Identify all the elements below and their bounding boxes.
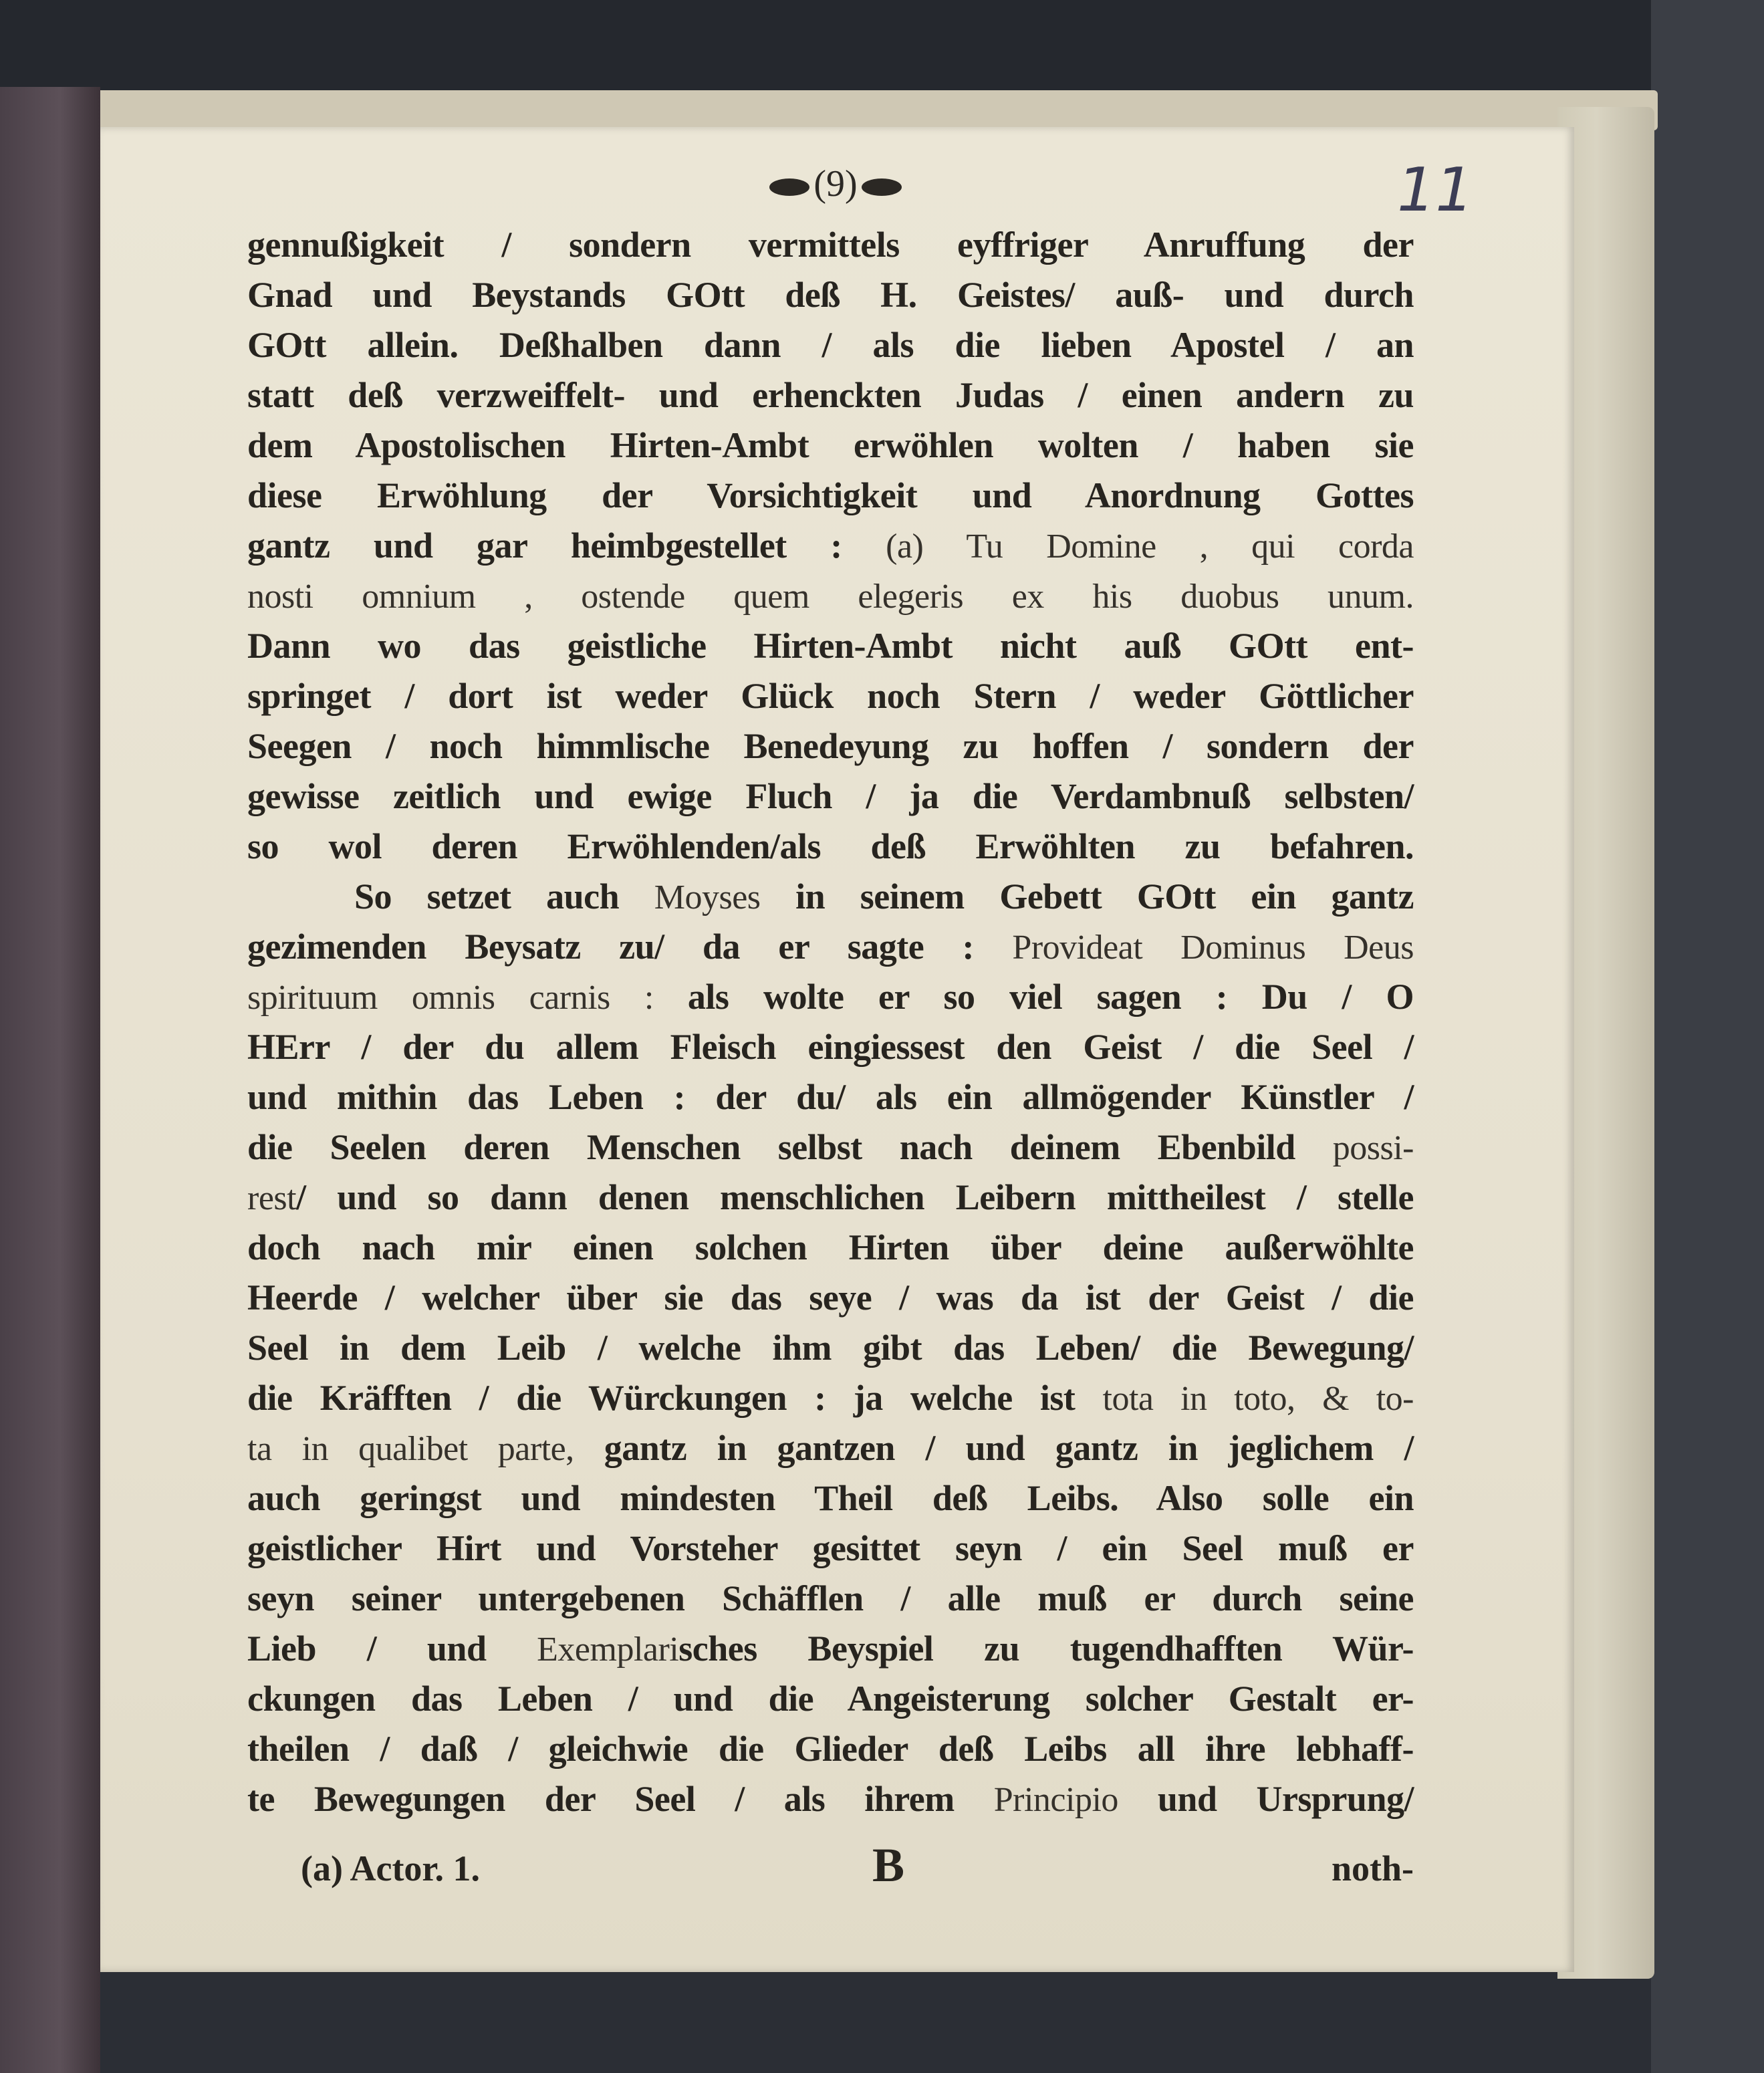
text-line	[247, 1624, 1414, 1674]
signature-mark: B	[872, 1838, 905, 1892]
text-line	[247, 1173, 1414, 1223]
fraktur-text: seyn seiner untergebenen Schäfflen / alle muß er durch seine	[247, 1578, 1414, 1618]
latin-text: Moyses	[654, 878, 761, 917]
page-body-text	[247, 220, 1414, 1824]
latin-text: rest	[247, 1179, 297, 1217]
page-footer	[247, 1838, 1414, 1899]
fraktur-text: geistlicher Hirt und Vorsteher gesittet seyn / ein Seel muß er	[247, 1528, 1414, 1568]
fraktur-text: gezimenden Beysatz zu/ da er sagte :	[247, 927, 1013, 967]
book-cover-left	[0, 87, 100, 2073]
fraktur-text: diese Erwöhlung der Vorsichtigkeit und Anordnung Gottes	[247, 475, 1414, 515]
handwritten-folio-number: 11	[1397, 155, 1474, 225]
text-line	[247, 1122, 1414, 1173]
text-line	[247, 1674, 1414, 1724]
text-line	[247, 1273, 1414, 1323]
fraktur-text: die Kräfften / die Würckungen : ja welche ist	[247, 1378, 1103, 1418]
text-line	[247, 1022, 1414, 1072]
fraktur-text: gantz in gantzen / und gantz in jeglichem /	[604, 1428, 1414, 1468]
latin-text: possi-	[1332, 1129, 1414, 1167]
text-line	[247, 1323, 1414, 1373]
text-line	[247, 1574, 1414, 1624]
fraktur-text: die Seelen deren Menschen selbst nach deinem Ebenbild	[247, 1127, 1333, 1167]
text-line	[247, 471, 1414, 521]
text-line	[247, 521, 1414, 571]
text-line	[247, 270, 1414, 320]
catchword: noth-	[1331, 1848, 1414, 1888]
fraktur-text: So setzet auch	[354, 876, 654, 917]
latin-text: nosti omnium , ostende quem elegeris ex his duobus unum.	[247, 578, 1414, 616]
fraktur-text: gewisse zeitlich und ewige Fluch / ja die Verdambnuß selbsten/	[247, 776, 1414, 816]
text-line	[247, 1523, 1414, 1574]
text-line	[247, 872, 1414, 922]
ornament-right-icon	[862, 178, 902, 196]
text-line	[247, 972, 1414, 1022]
fraktur-text: Seel in dem Leib / welche ihm gibt das Leben/ die Bewegung/	[247, 1328, 1414, 1368]
fraktur-text: Gnad und Beystands GOtt deß H. Geistes/ auß- und durch	[247, 275, 1414, 315]
text-line	[247, 1373, 1414, 1423]
text-line	[247, 1072, 1414, 1122]
fraktur-text: sches Beyspiel zu tugendhafften Wür-	[678, 1628, 1414, 1669]
fraktur-text: als wolte er so viel sagen : Du / O	[687, 977, 1414, 1017]
text-line	[247, 671, 1414, 721]
latin-text: Provideat Dominus Deus	[1012, 929, 1414, 967]
fraktur-text: Lieb / und	[247, 1628, 537, 1669]
text-line	[247, 621, 1414, 671]
text-line	[247, 571, 1414, 621]
text-line	[247, 1724, 1414, 1774]
fraktur-text: in seinem Gebett GOtt ein gantz	[760, 876, 1414, 917]
text-line	[247, 1423, 1414, 1473]
fraktur-text: gennußigkeit / sondern vermittels eyffriger Anruffung der	[247, 225, 1414, 265]
fraktur-text: ckungen das Leben / und die Angeisterung solcher Gestalt er-	[247, 1679, 1414, 1719]
latin-text: Principio	[993, 1781, 1118, 1819]
book-cover-edge	[0, 90, 1658, 130]
fraktur-text: und Ursprung/	[1118, 1779, 1414, 1819]
text-line	[247, 771, 1414, 822]
fraktur-text: HErr / der du allem Fleisch eingiessest den Geist / die Seel /	[247, 1027, 1414, 1067]
fraktur-text: te Bewegungen der Seel / als ihrem	[247, 1779, 994, 1819]
footnote: (a) Actor. 1.	[301, 1848, 480, 1888]
fraktur-text: doch nach mir einen solchen Hirten über deine außerwöhlte	[247, 1227, 1414, 1267]
fraktur-text: dem Apostolischen Hirten-Ambt erwöhlen wolten / haben sie	[247, 425, 1414, 465]
fraktur-text: springet / dort ist weder Glück noch Stern / weder Göttlicher	[247, 676, 1414, 716]
fraktur-text: und mithin das Leben : der du/ als ein allmögender Künstler /	[247, 1077, 1414, 1117]
fraktur-text: Dann wo das geistliche Hirten-Ambt nicht auß GOtt ent-	[247, 626, 1414, 666]
latin-text: spirituum omnis carnis :	[247, 979, 688, 1017]
fraktur-text: GOtt allein. Deßhalben dann / als die lieben Apostel / an	[247, 325, 1414, 365]
fraktur-text: Heerde / welcher über sie das seye / was da ist der Geist / die	[247, 1277, 1414, 1318]
latin-text: ta in qualibet parte,	[247, 1430, 604, 1468]
fraktur-text: auch geringst und mindesten Theil deß Leibs. Also solle ein	[247, 1478, 1414, 1518]
text-line	[247, 420, 1414, 471]
page-header	[729, 160, 942, 207]
text-line	[247, 1473, 1414, 1523]
ornament-left-icon	[769, 178, 809, 196]
text-line	[247, 721, 1414, 771]
fraktur-text: theilen / daß / gleichwie die Glieder deß Leibs all ihre lebhaff-	[247, 1729, 1414, 1769]
text-line	[247, 370, 1414, 420]
fraktur-text: / und so dann denen menschlichen Leibern mittheilest / stelle	[296, 1177, 1414, 1217]
text-line	[247, 320, 1414, 370]
page-number: (9)	[813, 163, 858, 205]
latin-text: tota in toto, & to-	[1102, 1380, 1414, 1418]
fraktur-text: gantz und gar heimbgestellet :	[247, 525, 886, 566]
scan-background	[0, 0, 1764, 100]
fraktur-text: statt deß verzweiffelt- und erhenckten Judas / einen andern zu	[247, 375, 1414, 415]
latin-text: (a) Tu Domine , qui corda	[886, 527, 1414, 566]
fraktur-text: Seegen / noch himmlische Benedeyung zu hoffen / sondern der	[247, 726, 1414, 766]
scan-background-right	[1651, 0, 1764, 2073]
text-line	[247, 220, 1414, 270]
text-line	[247, 822, 1414, 872]
fraktur-text: so wol deren Erwöhlenden/als deß Erwöhlten zu befahren.	[247, 826, 1414, 866]
text-line	[247, 1223, 1414, 1273]
latin-text: Exemplari	[537, 1630, 679, 1669]
text-line	[247, 922, 1414, 972]
text-line	[247, 1774, 1414, 1824]
